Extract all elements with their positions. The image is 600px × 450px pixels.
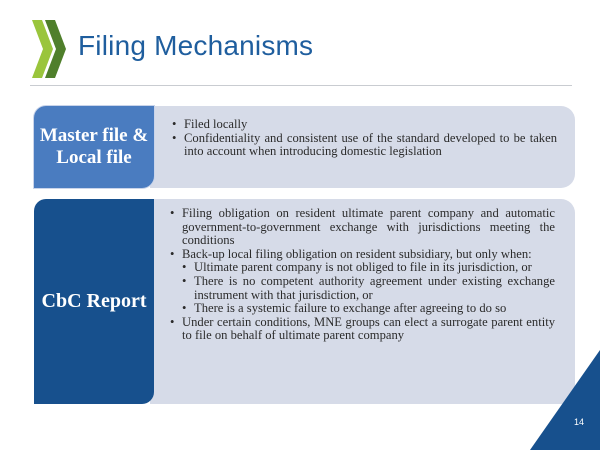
list-item: • Filing obligation on resident ultimate parent company and automatic government-to-government exchange with jurisdictions meeting the conditions — [170, 207, 555, 248]
slide-title: Filing Mechanisms — [78, 30, 314, 61]
title-divider — [30, 85, 572, 86]
list-item — [170, 248, 555, 316]
sub-list-item: • There is no competent authority agreement under existing exchange instrument with that jurisdiction, or — [182, 275, 555, 302]
sub-bullet-list — [182, 261, 555, 315]
cbc-report-label: CbC Report — [34, 199, 154, 404]
list-item: • Filed locally — [172, 118, 557, 132]
master-file-label: Master file & Local file — [34, 106, 154, 188]
page-number: 14 — [573, 417, 584, 427]
list-item: • Under certain conditions, MNE groups can elect a surrogate parent entity to file on behalf of ultimate parent company — [170, 316, 555, 343]
oecd-chevron-logo-icon — [30, 18, 68, 80]
corner-triangle-decoration — [530, 350, 600, 450]
sub-list-item: • There is a systemic failure to exchange after agreeing to do so — [182, 302, 555, 316]
master-file-bullets — [172, 118, 557, 159]
sub-list-item: • Ultimate parent company is not obliged to file in its jurisdiction, or — [182, 261, 555, 275]
list-item: • Confidentiality and consistent use of the standard developed to be taken into account when introducing domestic legislation — [172, 132, 557, 159]
list-item-text: Back-up local filing obligation on resident subsidiary, but only when: — [182, 246, 532, 261]
cbc-report-bullets — [170, 207, 555, 343]
